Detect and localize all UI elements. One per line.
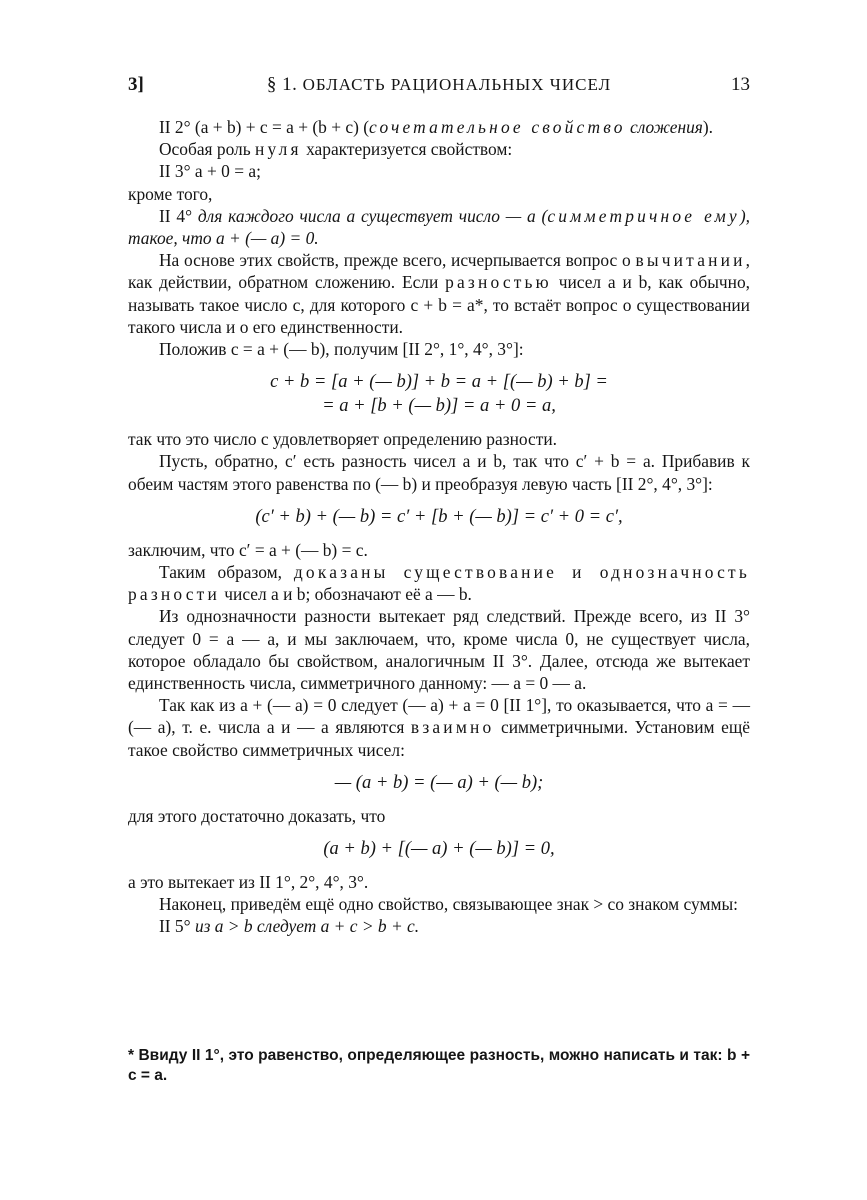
- text-run: На основе этих свойств, прежде всего, исчерпывается вопрос о: [159, 250, 636, 271]
- formula-3: [128, 771, 750, 795]
- formula-line: (c′ + b) + (— b) = c′ + [b + (— b)] = c′ + 0 = c′,: [255, 506, 623, 527]
- paragraph-follows: а это вытекает из II 1°, 2°, 4°, 3°.: [128, 872, 369, 893]
- paragraph-subtraction: [128, 249, 750, 338]
- emphasis-term: доказаны существование и однозначность разности: [128, 562, 750, 605]
- emphasis-term: нуля: [255, 139, 302, 160]
- emphasis-term: сочетательное свойство: [369, 117, 626, 137]
- property-ii-5: [128, 915, 750, 937]
- emphasis-term: разностью: [445, 272, 552, 293]
- property-ii-3: II 3° a + 0 = a;: [159, 161, 261, 182]
- text-run: Так как из a + (— a) = 0 следует (— a) + a = 0 [II 1°], то оказывается, что a = — (— a), т. е. числа a и — a являются: [128, 695, 750, 738]
- running-header: [128, 74, 750, 102]
- formula-line: c + b = [a + (— b)] + b = a + [(— b) + b] =: [270, 372, 608, 393]
- formula-line: (a + b) + [(— a) + (— b)] = 0,: [323, 839, 555, 860]
- text-run: Таким образом,: [159, 562, 294, 583]
- property-ii-2: [128, 116, 750, 138]
- emphasis-term: взаимно: [410, 717, 495, 738]
- text-run: чисел a и b, как обычно, называть такое число c, для которого c + b = a*, то встаёт вопрос о существовании такого числа и о его единственности.: [128, 272, 750, 337]
- paragraph-proved: [128, 561, 750, 605]
- italic-run: ), такое, что a + (— a) = 0.: [128, 205, 750, 249]
- paragraph-finally: Наконец, приведём ещё одно свойство, связывающее знак > со знаком суммы:: [159, 894, 738, 915]
- text-run: симметричными. Установим ещё такое свойство симметричных чисел:: [128, 717, 750, 760]
- paragraph-consequences: Из однозначности разности вытекает ряд следствий. Прежде всего, из II 3° следует 0 = a — a, и мы заключаем, что, кроме числа 0, не существует числа, которое обладало бы свойством, аналогичным II 3°. Далее, отсюда же вытекает единственность числа, симметричного данному: — a = 0 — a.: [128, 606, 750, 694]
- paragraph-conclude: заключим, что c′ = a + (— b) = c.: [128, 539, 368, 560]
- footnote: * Ввиду II 1°, это равенство, определяющее разность, можно написать и так: b + c = a.: [128, 1047, 750, 1084]
- main-text: [128, 116, 750, 938]
- formula-1: [128, 370, 750, 418]
- text-run: II 2° (a + b) + c = a + (b + c) (: [159, 117, 370, 137]
- paragraph-symmetric: [128, 694, 750, 761]
- emphasis-term: вычитании: [635, 250, 746, 271]
- chapter-number: 3]: [128, 74, 144, 95]
- paragraph-sufficient: для этого достаточно доказать, что: [128, 805, 386, 826]
- text-run: Особая роль: [159, 139, 256, 160]
- italic-run: из a > b следует a + c > b + c.: [194, 916, 420, 937]
- formula-line: = a + [b + (— b)] = a + 0 = a,: [322, 396, 556, 417]
- text-run: чисел a и b; обозначают её a — b.: [219, 584, 472, 605]
- text-run: II 5°: [159, 916, 195, 937]
- zero-role-line: [128, 138, 750, 160]
- formula-2: [128, 505, 750, 529]
- emphasis-term: симметричное ему: [547, 205, 740, 226]
- text-run: ).: [702, 117, 714, 137]
- paragraph-so-that: так что это число c удовлетворяет определению разности.: [128, 429, 557, 450]
- text-run: II 4°: [159, 205, 198, 226]
- formula-line: — (a + b) = (— a) + (— b);: [334, 772, 544, 793]
- paragraph-conversely: Пусть, обратно, c′ есть разность чисел a и b, так что c′ + b = a. Прибавив к обеим частям этого равенства по (— b) и преобразуя левую часть [II 2°, 4°, 3°]:: [128, 451, 750, 494]
- paragraph-setting-c: Положив c = a + (— b), получим [II 2°, 1°, 4°, 3°]:: [159, 339, 524, 360]
- section-heading: [128, 74, 750, 96]
- section-sign: § 1.: [266, 74, 298, 95]
- text-run: , как действии, обратном сложению. Если: [128, 250, 750, 293]
- italic-run: сложения: [630, 117, 703, 137]
- text-run: характеризуется свойством:: [301, 139, 513, 160]
- formula-4: [128, 837, 750, 861]
- section-title: ОБЛАСТЬ РАЦИОНАЛЬНЫХ ЧИСЕЛ: [302, 75, 612, 94]
- property-ii-4: [128, 205, 750, 249]
- besides-line: кроме того,: [128, 183, 213, 204]
- page-number: 13: [731, 74, 750, 95]
- italic-run: для каждого числа a существует число — a (: [197, 205, 548, 226]
